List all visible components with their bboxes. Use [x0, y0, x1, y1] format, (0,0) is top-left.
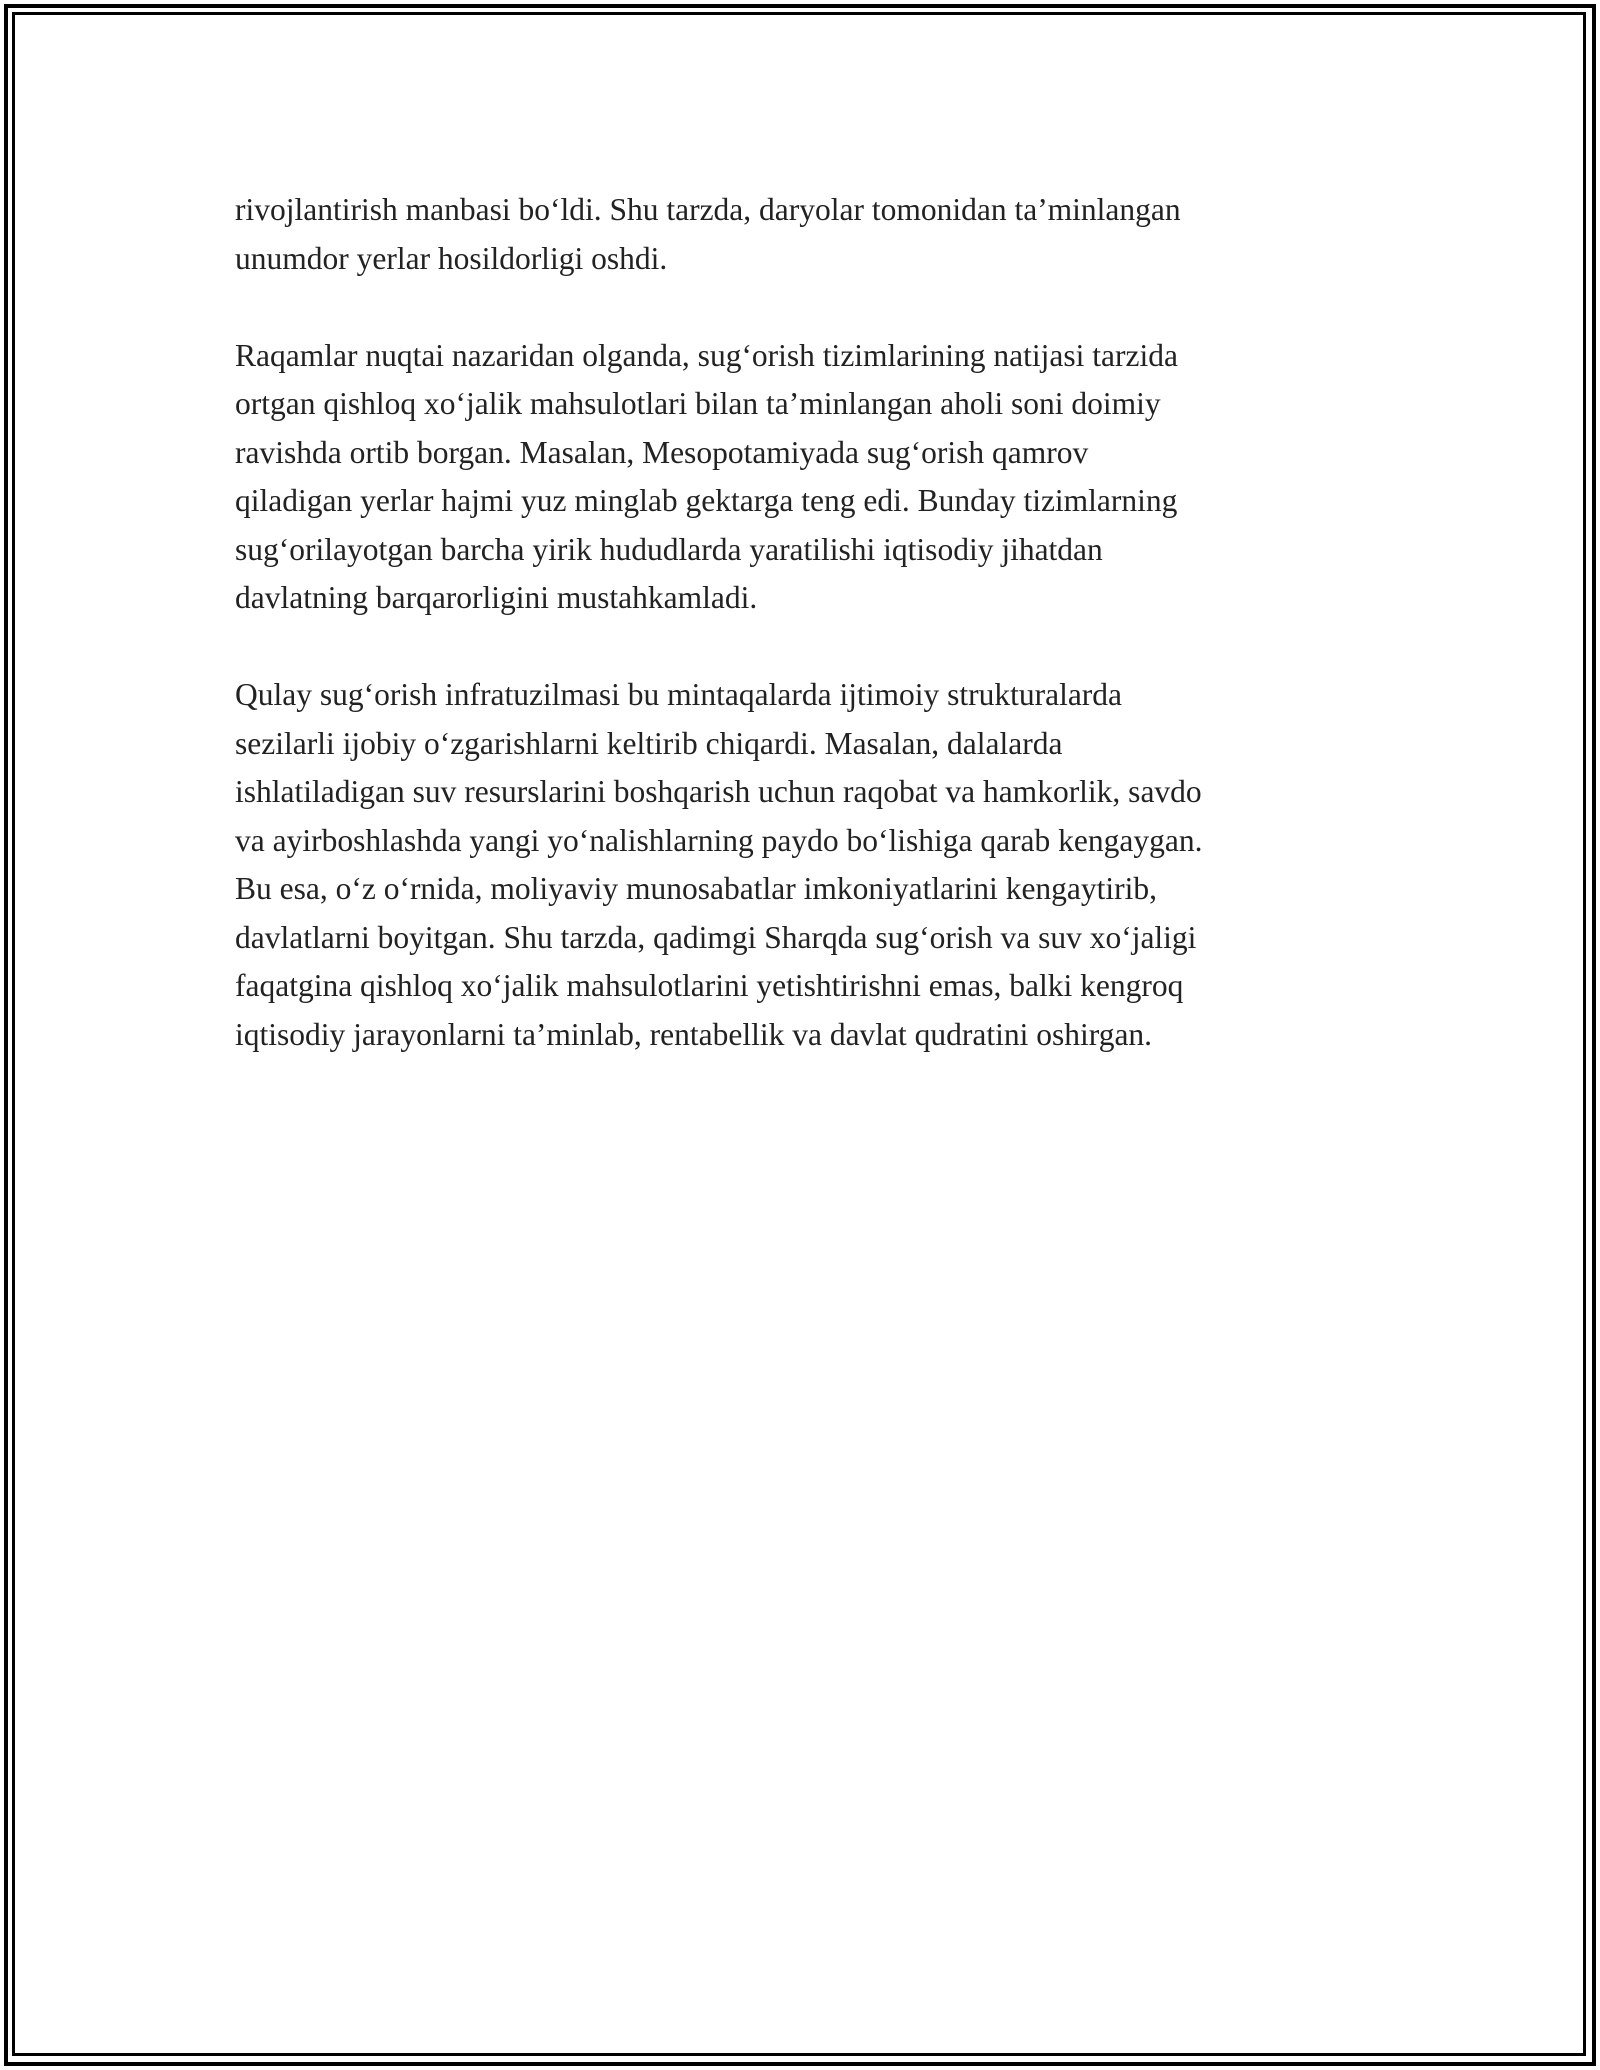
paragraph-2 — [235, 332, 1370, 623]
document-body — [235, 186, 1370, 1108]
text-line: ravishda ortib borgan. Masalan, Mesopotamiyada sug‘orish qamrov — [235, 434, 1089, 470]
text-line: qiladigan yerlar hajmi yuz minglab gektarga teng edi. Bunday tizimlarning — [235, 483, 1178, 518]
text-line: davlatning barqarorligini mustahkamladi. — [235, 580, 758, 615]
paragraph-1 — [235, 186, 1370, 283]
text-line: ortgan qishloq xo‘jalik mahsulotlari bilan ta’minlangan aholi soni doimiy — [235, 386, 1161, 421]
text-line: rivojlantirish manbasi bo‘ldi. Shu tarzda, daryolar tomonidan ta’minlangan — [235, 192, 1181, 227]
text-line: ishlatiladigan suv resurslarini boshqarish uchun raqobat va hamkorlik, savdo — [235, 774, 1202, 809]
text-line: Qulay sug‘orish infratuzilmasi bu mintaqalarda ijtimoiy strukturalarda — [235, 677, 1123, 712]
text-line: davlatlarni boyitgan. Shu tarzda, qadimgi Sharqda sug‘orish va suv xo‘jaligi — [235, 919, 1197, 955]
text-line: va ayirboshlashda yangi yo‘nalishlarning paydo bo‘lishiga qarab kengaygan. — [235, 822, 1203, 858]
text-line: Raqamlar nuqtai nazaridan olganda, sug‘orish tizimlarining natijasi tarzida — [235, 337, 1178, 373]
text-line: iqtisodiy jarayonlarni ta’minlab, rentabellik va davlat qudratini oshirgan. — [235, 1016, 1153, 1052]
text-line: sezilarli ijobiy o‘zgarishlarni keltirib chiqardi. Masalan, dalalarda — [235, 725, 1063, 761]
text-line: Bu esa, o‘z o‘rnida, moliyaviy munosabatlar imkoniyatlarini kengaytirib, — [235, 871, 1158, 906]
text-line: faqatgina qishloq xo‘jalik mahsulotlarini yetishtirishni emas, balki kengroq — [235, 968, 1184, 1003]
paragraph-3 — [235, 671, 1370, 1059]
text-line: unumdor yerlar hosildorligi oshdi. — [235, 240, 668, 276]
text-line: sug‘orilayotgan barcha yirik hududlarda yaratilishi iqtisodiy jihatdan — [235, 531, 1103, 567]
